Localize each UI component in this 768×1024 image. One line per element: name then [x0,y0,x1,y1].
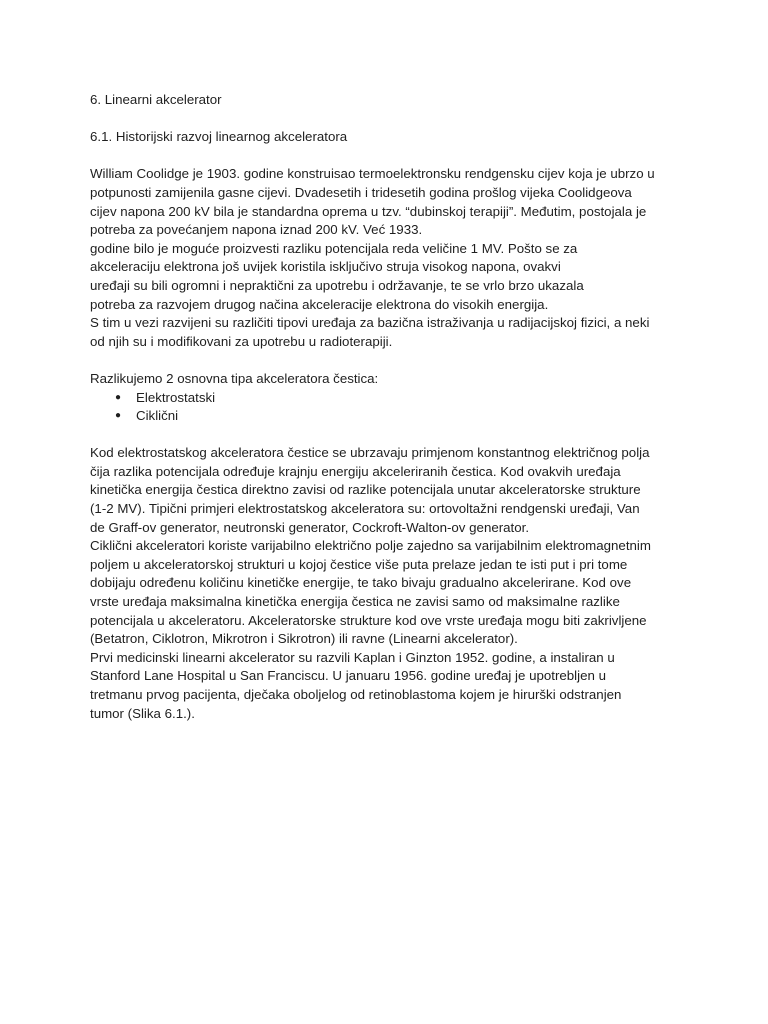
paragraph-line: Kod elektrostatskog akceleratora čestice se ubrzavaju primjenom konstantnog električnog polja [90,445,650,461]
paragraph-line: potreba za povećanjem napona iznad 200 kV. Već 1933. [90,222,423,238]
paragraph-line: Prvi medicinski linearni akcelerator su razvili Kaplan i Ginzton 1952. godine, a instaliran u [90,649,615,665]
paragraph-line: potencijala u akceleratoru. Akceleratorske strukture kod ove vrste uređaja mogu biti zakrivljene [90,612,647,628]
paragraph-line: potpunosti zamijenila gasne cijevi. Dvadesetih i tridesetih godina prošlog vijeka Coolidgeova [90,184,632,200]
paragraph-line: poljem u akceleratorskoj strukturi u kojoj čestice više puta prelaze jedan te isti put i pri tome [90,556,628,572]
paragraph-spacer [90,426,690,445]
paragraph-line: Ciklični akceleratori koriste varijabilno električno polje zajedno sa varijabilnim elektromagnetnim [90,538,651,554]
list-item-label: Ciklični [136,408,179,424]
section-heading: 6.1. Historijski razvoj linearnog akceleratora [90,129,348,145]
list-item [90,389,690,408]
paragraph-line: dobijaju određenu količinu kinetičke energije, te tako bivaju gradualno akcelerirane. Kod ove [90,575,632,591]
paragraph-line: od njih su i modifikovani za upotrebu u radioterapiji. [90,333,393,349]
paragraph-line: uređaji su bili ogromni i nepraktični za upotrebu i održavanje, te se vrlo brzo ukazala [90,277,584,293]
paragraph-line: vrste uređaja maksimalna kinetička energija čestica ne zavisi samo od maksimalne razlike [90,594,620,610]
list-item-label: Elektrostatski [136,389,216,405]
bullet-icon: ● [115,391,122,403]
paragraph-line: tretmanu prvog pacijenta, dječaka oboljelog od retinoblastoma kojem je hirurški odstranjen [90,687,622,702]
paragraph-line: akceleraciju elektrona još uvijek koristila isključivo struja visokog napona, ovakvi [90,259,561,275]
document-body [90,91,690,723]
paragraph-line: de Graff-ov generator, neutronski generator, Cockroft-Walton-ov generator. [90,519,530,535]
paragraph-line: kinetička energija čestica direktno zavisi od razlike potencijala unutar akceleratorske strukture [90,482,641,498]
paragraph-line: William Coolidge je 1903. godine konstruisao termoelektronsku rendgensku cijev koja je ubrzo u [90,166,655,182]
paragraph-accelerators [90,444,690,723]
list-intro: Razlikujemo 2 osnovna tipa akceleratora čestica: [90,370,379,386]
paragraph-spacer [90,351,690,370]
paragraph-line: tumor (Slika 6.1.). [90,705,195,721]
paragraph-history [90,165,690,351]
paragraph-line: (1-2 MV). Tipični primjeri elektrostatskog akceleratora su: ortovoltažni rendgenski uređaji, Van [90,501,640,517]
paragraph-line: (Betatron, Ciklotron, Mikrotron i Sikrotron) ili ravne (Linearni akcelerator). [90,631,518,647]
paragraph-line: S tim u vezi razvijeni su različiti tipovi uređaja za bazična istraživanja u radijacijskoj fizici, a neki [90,315,650,331]
paragraph-line: čija razlika potencijala određuje krajnju energiju akceleriranih čestica. Kod ovakvih uređaja [90,463,621,479]
paragraph-line: Stanford Lane Hospital u San Franciscu. U januaru 1956. godine uređaj je upotrebljen u [90,668,606,684]
paragraph-line: cijev napona 200 kV bila je standardna oprema u tzv. “dubinskoj terapiji”. Međutim, postojala je [90,203,647,219]
accelerator-types-list [90,389,690,426]
paragraph-line: godine bilo je moguće proizvesti razliku potencijala reda veličine 1 MV. Pošto se za [90,240,578,256]
paragraph-line: potreba za razvojem drugog načina akceleracije elektrona do visokih energija. [90,296,549,312]
chapter-heading: 6. Linearni akcelerator [90,92,222,107]
list-item [90,407,690,426]
bullet-icon: ● [115,410,122,422]
